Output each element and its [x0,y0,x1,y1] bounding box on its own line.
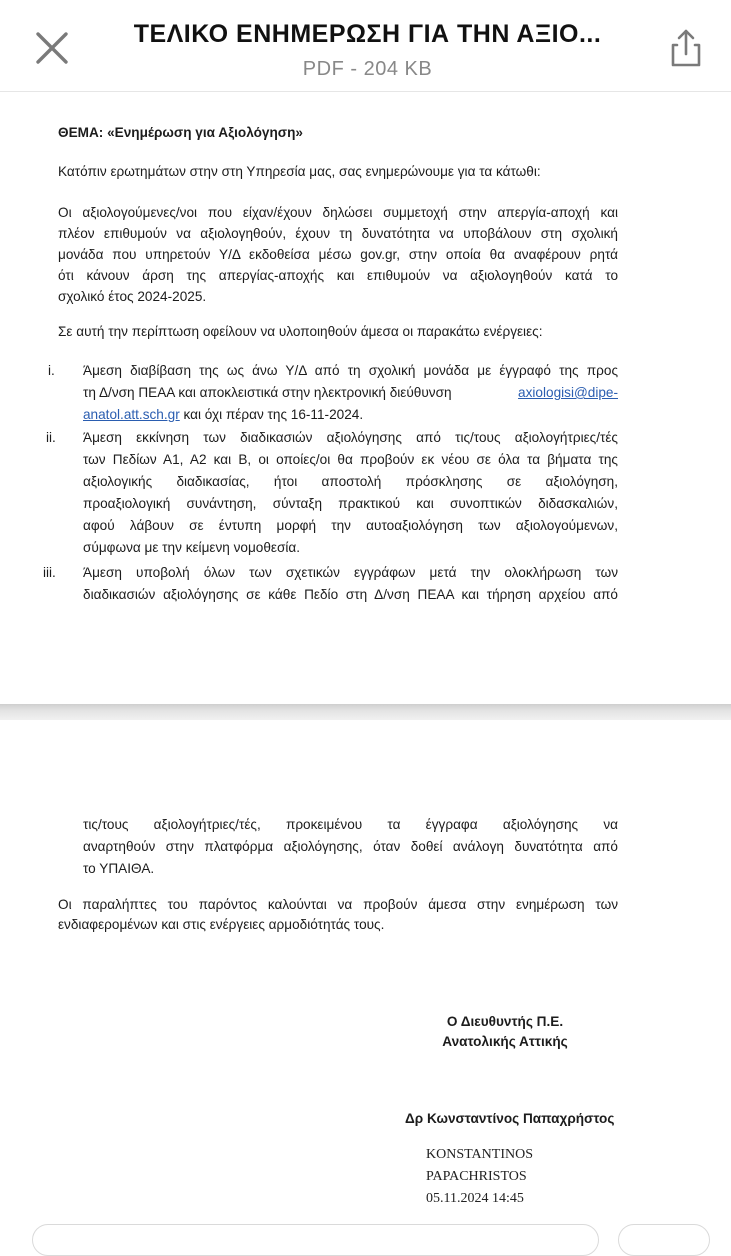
digital-signature-line: KONSTANTINOS [426,1147,533,1162]
list-line: το ΥΠΑΙΘΑ. [83,861,155,876]
list-line: αξιολογικής διαδικασίας, ήτοι αποστολή πρόσκλησης σε αξιολόγηση, [83,474,618,489]
list-line: Άμεση διαβίβαση της ως άνω Υ/Δ από τη σχολική μονάδα με έγγραφό της προς [83,363,618,378]
viewer-header [0,0,731,92]
paragraph-line: μονάδα που υπηρετούν Υ/Δ εκδοθείσα μέσω gov.gr, στην οποία θα αναφέρουν ρητά [58,247,618,262]
paragraph-text: Σε αυτή την περίπτωση οφείλουν να υλοποιηθούν άμεσα οι παρακάτω ενέργειες: [58,324,543,339]
paragraph-line: Οι αξιολογούμενες/νοι που είχαν/έχουν δηλώσει συμμετοχή στην απεργία-αποχή και [58,205,618,220]
list-line-text: τη Δ/νση ΠΕΑΑ και αποκλειστικά στην ηλεκτρονική διεύθυνση [83,385,452,400]
close-icon [30,26,74,70]
intro-text: Κατόπιν ερωτημάτων στην στη Υπηρεσία μας, σας ενημερώνουμε για τα κάτωθι: [58,164,541,179]
email-link-cont[interactable]: anatol.att.sch.gr [83,407,180,422]
list-line: διαδικασιών αξιολόγησης σε κάθε Πεδίο στη Δ/νση ΠΕΑΑ και τήρηση αρχείου από [83,587,618,602]
close-button[interactable] [30,26,74,70]
list-line: Άμεση εκκίνηση των διαδικασιών αξιολόγησης από τις/τους αξιολογήτριες/τές [83,430,618,445]
signer-region: Ανατολικής Αττικής [442,1034,568,1049]
list-line [83,382,618,404]
bottom-action-pill[interactable] [618,1224,710,1256]
email-link[interactable]: axiologisi@dipe- [518,385,618,400]
deadline-text: και όχι πέραν της 16-11-2024. [179,407,364,422]
document-meta: PDF - 204 KB [302,58,433,80]
list-line: αναρτηθούν στην πλατφόρμα αξιολόγησης, όταν δοθεί ανάλογη δυνατότητα από [83,839,618,854]
paragraph-line: πλέον επιθυμούν να αξιολογηθούν, έχουν τη δυνατότητα να υποβάλουν στη σχολική [58,226,618,241]
paragraph-line: σχολικό έτος 2024-2025. [58,289,207,304]
list-line: αφού λάβουν σε έντυπη μορφή την αυτοαξιολόγηση των αξιολογούμενων, [83,518,618,533]
list-number: iii. [43,565,56,580]
closing-line: Οι παραλήπτες του παρόντος καλούνται να προβούν άμεσα στην ενημέρωση των [58,897,618,912]
paragraph-line: ότι κάνουν άρση της απεργίας-αποχής και επιθυμούν να αξιολογηθούν κατά το [58,268,618,283]
list-line: Άμεση υποβολή όλων των σχετικών εγγράφων μετά την ολοκλήρωση των [83,565,618,580]
document-title: ΤΕΛΙΚΟ ΕΝΗΜΕΡΩΣΗ ΓΙΑ ΤΗΝ ΑΞΙΟ... [133,20,602,48]
digital-signature-line: PAPACHRISTOS [426,1169,527,1184]
signer-name: Δρ Κωνσταντίνος Παπαχρήστος [405,1111,615,1126]
pdf-page-1[interactable] [0,92,731,704]
digital-signature-timestamp: 05.11.2024 14:45 [426,1191,524,1206]
closing-line: ενδιαφερομένων και στις ενέργειες αρμοδιότητάς τους. [58,917,385,932]
subject-line: ΘΕΜΑ: «Ενημέρωση για Αξιολόγηση» [58,125,303,140]
list-line: σύμφωνα με την κείμενη νομοθεσία. [83,540,301,555]
signer-title: Ο Διευθυντής Π.Ε. [446,1014,564,1029]
list-line: τις/τους αξιολογήτριες/τές, προκειμένου τα έγγραφα αξιολόγησης να [83,817,618,832]
pdf-page-2[interactable] [0,720,731,1235]
bottom-toolbar-pill[interactable] [32,1224,599,1256]
list-number: ii. [46,430,56,445]
share-icon [664,26,708,70]
list-number: i. [48,363,55,378]
list-line: των Πεδίων Α1, Α2 και Β, οι οποίες/οι θα προβούν εκ νέου σε όλα τα βήματα της [83,452,618,467]
list-line: προαξιολογική συνάντηση, σύνταξη πρακτικού και συνοπτικών διδασκαλιών, [83,496,618,511]
share-button[interactable] [664,26,708,70]
list-line [83,404,363,426]
page-separator [0,704,731,720]
